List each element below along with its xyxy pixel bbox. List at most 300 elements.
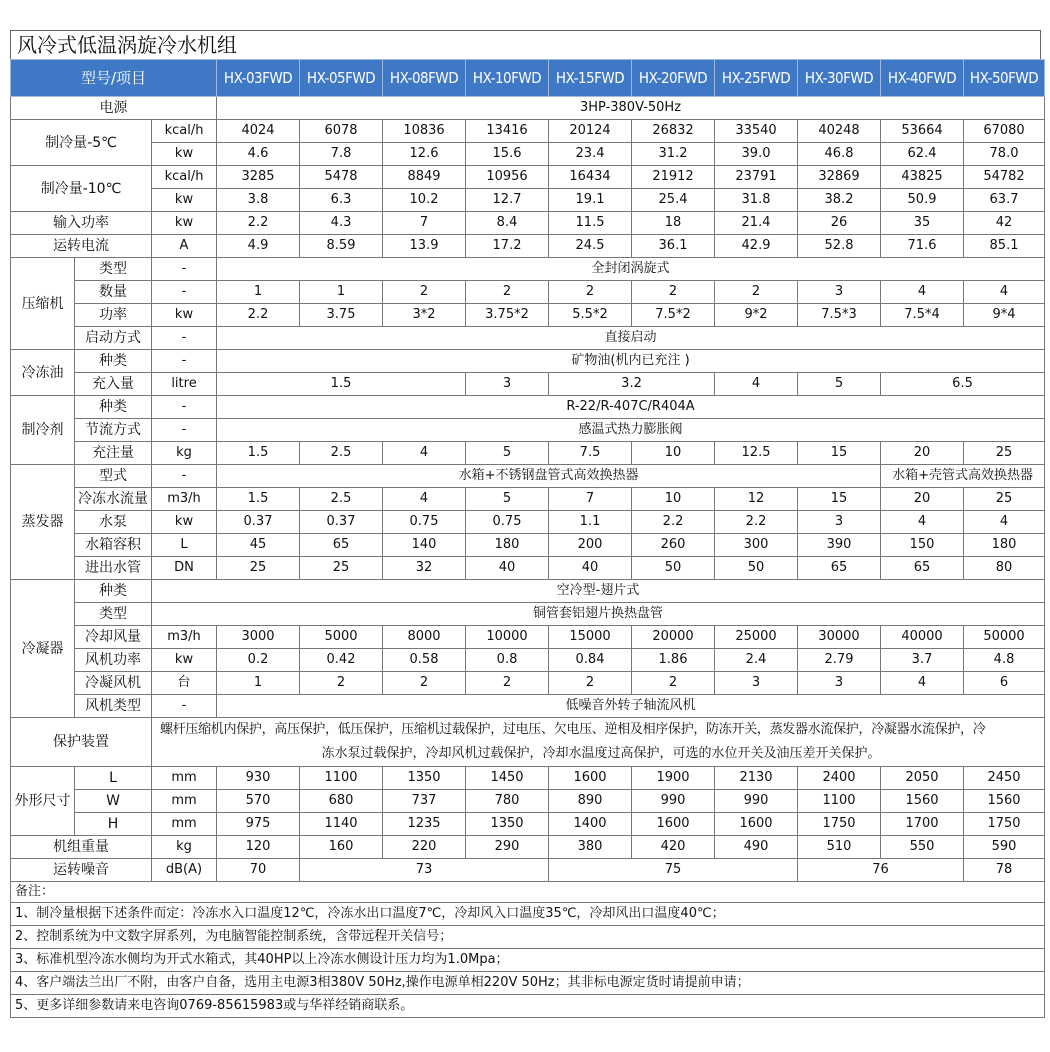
model-header: HX-03FWD [217,60,300,97]
value-cell: 76 [798,859,964,882]
note-line: 3、标准机型冷冻水侧均为开式水箱式，其40HP以上冷冻水侧设计压力均为1.0Mpa； [11,949,1045,972]
value-cell: 1.5 [217,488,300,511]
value-cell: 水箱+壳管式高效换热器 [881,465,1045,488]
row-label: 启动方式 [75,327,152,350]
unit-cell: dB(A) [152,859,217,882]
value-cell: 3 [798,511,881,534]
group-label: 冷凝器 [11,580,75,718]
value-cell: 737 [383,790,466,813]
value-cell: 7.5*4 [881,304,964,327]
row-label: 风机功率 [75,649,152,672]
value-cell: 120 [217,836,300,859]
table-row [11,903,1045,926]
row-label: 种类 [75,396,152,419]
row-label: 电源 [11,97,217,120]
value-cell: 全封闭涡旋式 [217,258,1045,281]
table-row [11,373,1045,396]
value-cell: 5478 [300,166,383,189]
value-cell: 4 [383,442,466,465]
value-cell: 3.75*2 [466,304,549,327]
value-cell: 7.5 [549,442,632,465]
value-cell: 63.7 [964,189,1045,212]
value-cell: 50.9 [881,189,964,212]
value-cell: 420 [632,836,715,859]
unit-cell: kcal/h [152,120,217,143]
table-row [11,442,1045,465]
value-cell: 6078 [300,120,383,143]
value-cell: 矿物油(机内已充注 ) [217,350,1045,373]
row-label: 类型 [75,258,152,281]
row-label: 种类 [75,350,152,373]
table-row [11,120,1045,143]
value-cell: 1700 [881,813,964,836]
value-cell: 16434 [549,166,632,189]
table-row [11,534,1045,557]
value-cell: 890 [549,790,632,813]
table-row [11,882,1045,903]
unit-cell: m3/h [152,488,217,511]
value-cell: 3 [715,672,798,695]
value-cell: 46.8 [798,143,881,166]
value-cell: 21912 [632,166,715,189]
table-row [11,695,1045,718]
value-cell: 1560 [881,790,964,813]
value-cell: 6 [964,672,1045,695]
value-cell: 220 [383,836,466,859]
value-cell: 21.4 [715,212,798,235]
row-label: 输入功率 [11,212,152,235]
value-cell: 39.0 [715,143,798,166]
row-label: 数量 [75,281,152,304]
value-cell: 260 [632,534,715,557]
unit-cell: mm [152,813,217,836]
unit-cell: litre [152,373,217,396]
value-cell: 6.3 [300,189,383,212]
unit-cell: - [152,419,217,442]
value-cell: 1 [217,281,300,304]
value-cell: 2.5 [300,442,383,465]
value-cell: 4 [881,281,964,304]
value-cell: 180 [964,534,1045,557]
value-cell: 1235 [383,813,466,836]
row-label: 机组重量 [11,836,152,859]
row-label: H [75,813,152,836]
value-cell: 35 [881,212,964,235]
value-cell: 65 [300,534,383,557]
value-cell: 3.75 [300,304,383,327]
table-row [11,649,1045,672]
value-cell: 23.4 [549,143,632,166]
row-label: 风机类型 [75,695,152,718]
row-label: 冷却风量 [75,626,152,649]
model-header: HX-25FWD [715,60,798,97]
value-cell: 4.9 [217,235,300,258]
unit-cell: kcal/h [152,166,217,189]
unit-cell: kw [152,511,217,534]
table-row [11,235,1045,258]
unit-cell: A [152,235,217,258]
value-cell: R-22/R-407C/R404A [217,396,1045,419]
value-cell: 13.9 [383,235,466,258]
value-cell: 32 [383,557,466,580]
unit-cell: - [152,350,217,373]
value-cell: 50 [715,557,798,580]
table-row [11,995,1045,1018]
table-row [11,327,1045,350]
value-cell: 3.8 [217,189,300,212]
value-cell: 1 [217,672,300,695]
value-cell: 0.2 [217,649,300,672]
value-cell: 4 [964,281,1045,304]
value-cell: 80 [964,557,1045,580]
value-cell: 30000 [798,626,881,649]
note-line: 5、更多详细参数请来电咨询0769-85615983或与华祥经销商联系。 [11,995,1045,1018]
table-row [11,603,1045,626]
note-line: 1、制冷量根据下述条件而定：冷冻水入口温度12℃，冷冻水出口温度7℃，冷却风入口温度35℃，冷却风出口温度40℃； [11,903,1045,926]
protection-text [152,718,1045,767]
value-cell: 2.4 [715,649,798,672]
value-cell: 570 [217,790,300,813]
value-cell: 8000 [383,626,466,649]
value-cell: 7 [383,212,466,235]
table-row [11,926,1045,949]
table-row [11,790,1045,813]
value-cell: 2400 [798,767,881,790]
value-cell: 3000 [217,626,300,649]
unit-cell: L [152,534,217,557]
value-cell: 10.2 [383,189,466,212]
value-cell: 24.5 [549,235,632,258]
value-cell: 4 [715,373,798,396]
value-cell: 19.1 [549,189,632,212]
value-cell: 78.0 [964,143,1045,166]
value-cell: 15 [798,442,881,465]
value-cell: 10000 [466,626,549,649]
value-cell: 20 [881,488,964,511]
table-row [11,281,1045,304]
value-cell: 1600 [632,813,715,836]
row-label: 充入量 [75,373,152,396]
value-cell: 290 [466,836,549,859]
table-row [11,258,1045,281]
value-cell: 1350 [466,813,549,836]
value-cell: 31.2 [632,143,715,166]
value-cell: 25.4 [632,189,715,212]
value-cell: 1100 [300,767,383,790]
unit-cell: - [152,258,217,281]
value-cell: 1 [300,281,383,304]
value-cell: 2.5 [300,488,383,511]
unit-cell: kg [152,836,217,859]
value-cell: 水箱+不锈钢盘管式高效换热器 [217,465,881,488]
value-cell: 65 [881,557,964,580]
row-label: 冷冻水流量 [75,488,152,511]
protection-line: 螺杆压缩机内保护，高压保护，低压保护，压缩机过载保护，过电压、欠电压、逆相及相序保护，防冻开关，蒸发器水流保护，冷凝器水流保护，冷 [160,722,986,737]
value-cell: 1750 [964,813,1045,836]
unit-cell: kw [152,143,217,166]
value-cell: 300 [715,534,798,557]
value-cell: 31.8 [715,189,798,212]
model-header: HX-40FWD [881,60,964,97]
table-row [11,212,1045,235]
unit-cell: - [152,465,217,488]
value-cell: 0.75 [383,511,466,534]
spec-table [10,59,1045,1018]
value-cell: 26 [798,212,881,235]
value-cell: 3 [798,281,881,304]
value-cell: 25 [217,557,300,580]
value-cell: 1400 [549,813,632,836]
table-row [11,189,1045,212]
value-cell: 5000 [300,626,383,649]
value-cell: 2 [549,281,632,304]
value-cell: 680 [300,790,383,813]
value-cell: 3.2 [549,373,715,396]
value-cell: 1750 [798,813,881,836]
value-cell: 40 [549,557,632,580]
value-cell: 20000 [632,626,715,649]
value-cell: 0.37 [217,511,300,534]
row-label: 充注量 [75,442,152,465]
value-cell: 550 [881,836,964,859]
value-cell: 54782 [964,166,1045,189]
table-row [11,557,1045,580]
value-cell: 4.3 [300,212,383,235]
value-cell: 4024 [217,120,300,143]
value-cell: 490 [715,836,798,859]
value-cell: 26832 [632,120,715,143]
value-cell: 380 [549,836,632,859]
unit-cell: mm [152,790,217,813]
value-cell: 0.8 [466,649,549,672]
row-label: 制冷量-5℃ [11,120,152,166]
row-label: 功率 [75,304,152,327]
table-row [11,97,1045,120]
value-cell: 15 [798,488,881,511]
value-cell: 0.37 [300,511,383,534]
value-cell: 7.5*2 [632,304,715,327]
value-cell: 3285 [217,166,300,189]
value-cell: 低噪音外转子轴流风机 [217,695,1045,718]
value-cell: 70 [217,859,300,882]
value-cell: 20 [881,442,964,465]
value-cell: 18 [632,212,715,235]
value-cell: 7 [549,488,632,511]
group-label: 制冷剂 [11,396,75,465]
value-cell: 铜管套铝翅片换热盘管 [152,603,1045,626]
value-cell: 1560 [964,790,1045,813]
value-cell: 36.1 [632,235,715,258]
value-cell: 10 [632,442,715,465]
value-cell: 7.5*3 [798,304,881,327]
value-cell: 空冷型-翅片式 [152,580,1045,603]
value-cell: 感温式热力膨胀阀 [217,419,1045,442]
value-cell: 2 [715,281,798,304]
value-cell: 4.6 [217,143,300,166]
value-cell: 25 [964,488,1045,511]
value-cell: 85.1 [964,235,1045,258]
value-cell: 25 [300,557,383,580]
value-cell: 75 [549,859,798,882]
value-cell: 62.4 [881,143,964,166]
value-cell: 4.8 [964,649,1045,672]
value-cell: 975 [217,813,300,836]
value-cell: 65 [798,557,881,580]
value-cell: 2 [466,281,549,304]
value-cell: 25 [964,442,1045,465]
value-cell: 2 [632,672,715,695]
notes-header: 备注： [11,882,1045,903]
row-label: 冷凝风机 [75,672,152,695]
value-cell: 12.6 [383,143,466,166]
table-row [11,626,1045,649]
value-cell: 5.5*2 [549,304,632,327]
row-label: L [75,767,152,790]
model-header: HX-20FWD [632,60,715,97]
value-cell: 12.5 [715,442,798,465]
value-cell: 3*2 [383,304,466,327]
unit-cell: - [152,695,217,718]
value-cell: 13416 [466,120,549,143]
value-cell: 2 [383,281,466,304]
model-header: HX-50FWD [964,60,1045,97]
table-row [11,465,1045,488]
value-cell: 0.75 [466,511,549,534]
value-cell: 40000 [881,626,964,649]
unit-cell: 台 [152,672,217,695]
unit-cell: - [152,327,217,350]
value-cell: 1900 [632,767,715,790]
value-cell: 2 [466,672,549,695]
value-cell: 50000 [964,626,1045,649]
value-cell: 1.86 [632,649,715,672]
value-cell: 2130 [715,767,798,790]
value-cell: 1450 [466,767,549,790]
value-cell: 2 [383,672,466,695]
table-row [11,304,1045,327]
value-cell: 180 [466,534,549,557]
value-cell: 15000 [549,626,632,649]
value-cell: 33540 [715,120,798,143]
row-label: 水箱容积 [75,534,152,557]
value-cell: 25000 [715,626,798,649]
table-row [11,488,1045,511]
model-header: HX-30FWD [798,60,881,97]
unit-cell: - [152,396,217,419]
value-cell: 直接启动 [217,327,1045,350]
value-cell: 200 [549,534,632,557]
header-label: 型号/项目 [11,60,217,97]
row-label: 制冷量-10℃ [11,166,152,212]
row-label: 保护装置 [11,718,152,767]
value-cell: 1350 [383,767,466,790]
value-cell: 5 [798,373,881,396]
value-cell: 4 [964,511,1045,534]
value-cell: 2450 [964,767,1045,790]
value-cell: 12 [715,488,798,511]
note-line: 2、控制系统为中文数字屏系列，为电脑智能控制系统，含带远程开关信号； [11,926,1045,949]
table-row [11,580,1045,603]
value-cell: 10956 [466,166,549,189]
row-label: 水泵 [75,511,152,534]
value-cell: 67080 [964,120,1045,143]
value-cell: 2050 [881,767,964,790]
unit-cell: kw [152,212,217,235]
row-label: 运转电流 [11,235,152,258]
unit-cell: - [152,281,217,304]
value-cell: 510 [798,836,881,859]
value-cell: 11.5 [549,212,632,235]
value-cell: 930 [217,767,300,790]
unit-cell: DN [152,557,217,580]
value-cell: 0.58 [383,649,466,672]
value-cell: 52.8 [798,235,881,258]
value-cell: 150 [881,534,964,557]
table-row [11,836,1045,859]
value-cell: 17.2 [466,235,549,258]
value-cell: 2.2 [632,511,715,534]
unit-cell: kg [152,442,217,465]
value-cell: 23791 [715,166,798,189]
table-row [11,143,1045,166]
value-cell: 3 [798,672,881,695]
value-cell: 43825 [881,166,964,189]
table-row [11,972,1045,995]
unit-cell: m3/h [152,626,217,649]
unit-cell: kw [152,189,217,212]
value-cell: 780 [466,790,549,813]
table-row [11,718,1045,767]
table-row [11,813,1045,836]
value-cell: 1140 [300,813,383,836]
value-cell: 2 [632,281,715,304]
page-title: 风冷式低温涡旋冷水机组 [10,30,1041,59]
value-cell: 4 [383,488,466,511]
value-cell: 5 [466,442,549,465]
value-cell: 1.5 [217,442,300,465]
value-cell: 2.79 [798,649,881,672]
value-cell: 5 [466,488,549,511]
value-cell: 40 [466,557,549,580]
value-cell: 71.6 [881,235,964,258]
value-cell: 10 [632,488,715,511]
value-cell: 390 [798,534,881,557]
value-cell: 40248 [798,120,881,143]
unit-cell: kw [152,649,217,672]
model-header: HX-10FWD [466,60,549,97]
value-cell: 1100 [798,790,881,813]
table-row [11,396,1045,419]
value-cell: 0.42 [300,649,383,672]
value-cell: 2 [549,672,632,695]
value-cell: 990 [632,790,715,813]
value-cell: 8.59 [300,235,383,258]
table-row [11,419,1045,442]
row-label: W [75,790,152,813]
table-row [11,672,1045,695]
value-cell: 15.6 [466,143,549,166]
value-cell: 4 [881,672,964,695]
value-cell: 42 [964,212,1045,235]
value-cell: 1600 [549,767,632,790]
table-row [11,166,1045,189]
value-cell: 3HP-380V-50Hz [217,97,1045,120]
value-cell: 32869 [798,166,881,189]
row-label: 运转噪音 [11,859,152,882]
value-cell: 8849 [383,166,466,189]
value-cell: 2.2 [217,212,300,235]
value-cell: 73 [300,859,549,882]
